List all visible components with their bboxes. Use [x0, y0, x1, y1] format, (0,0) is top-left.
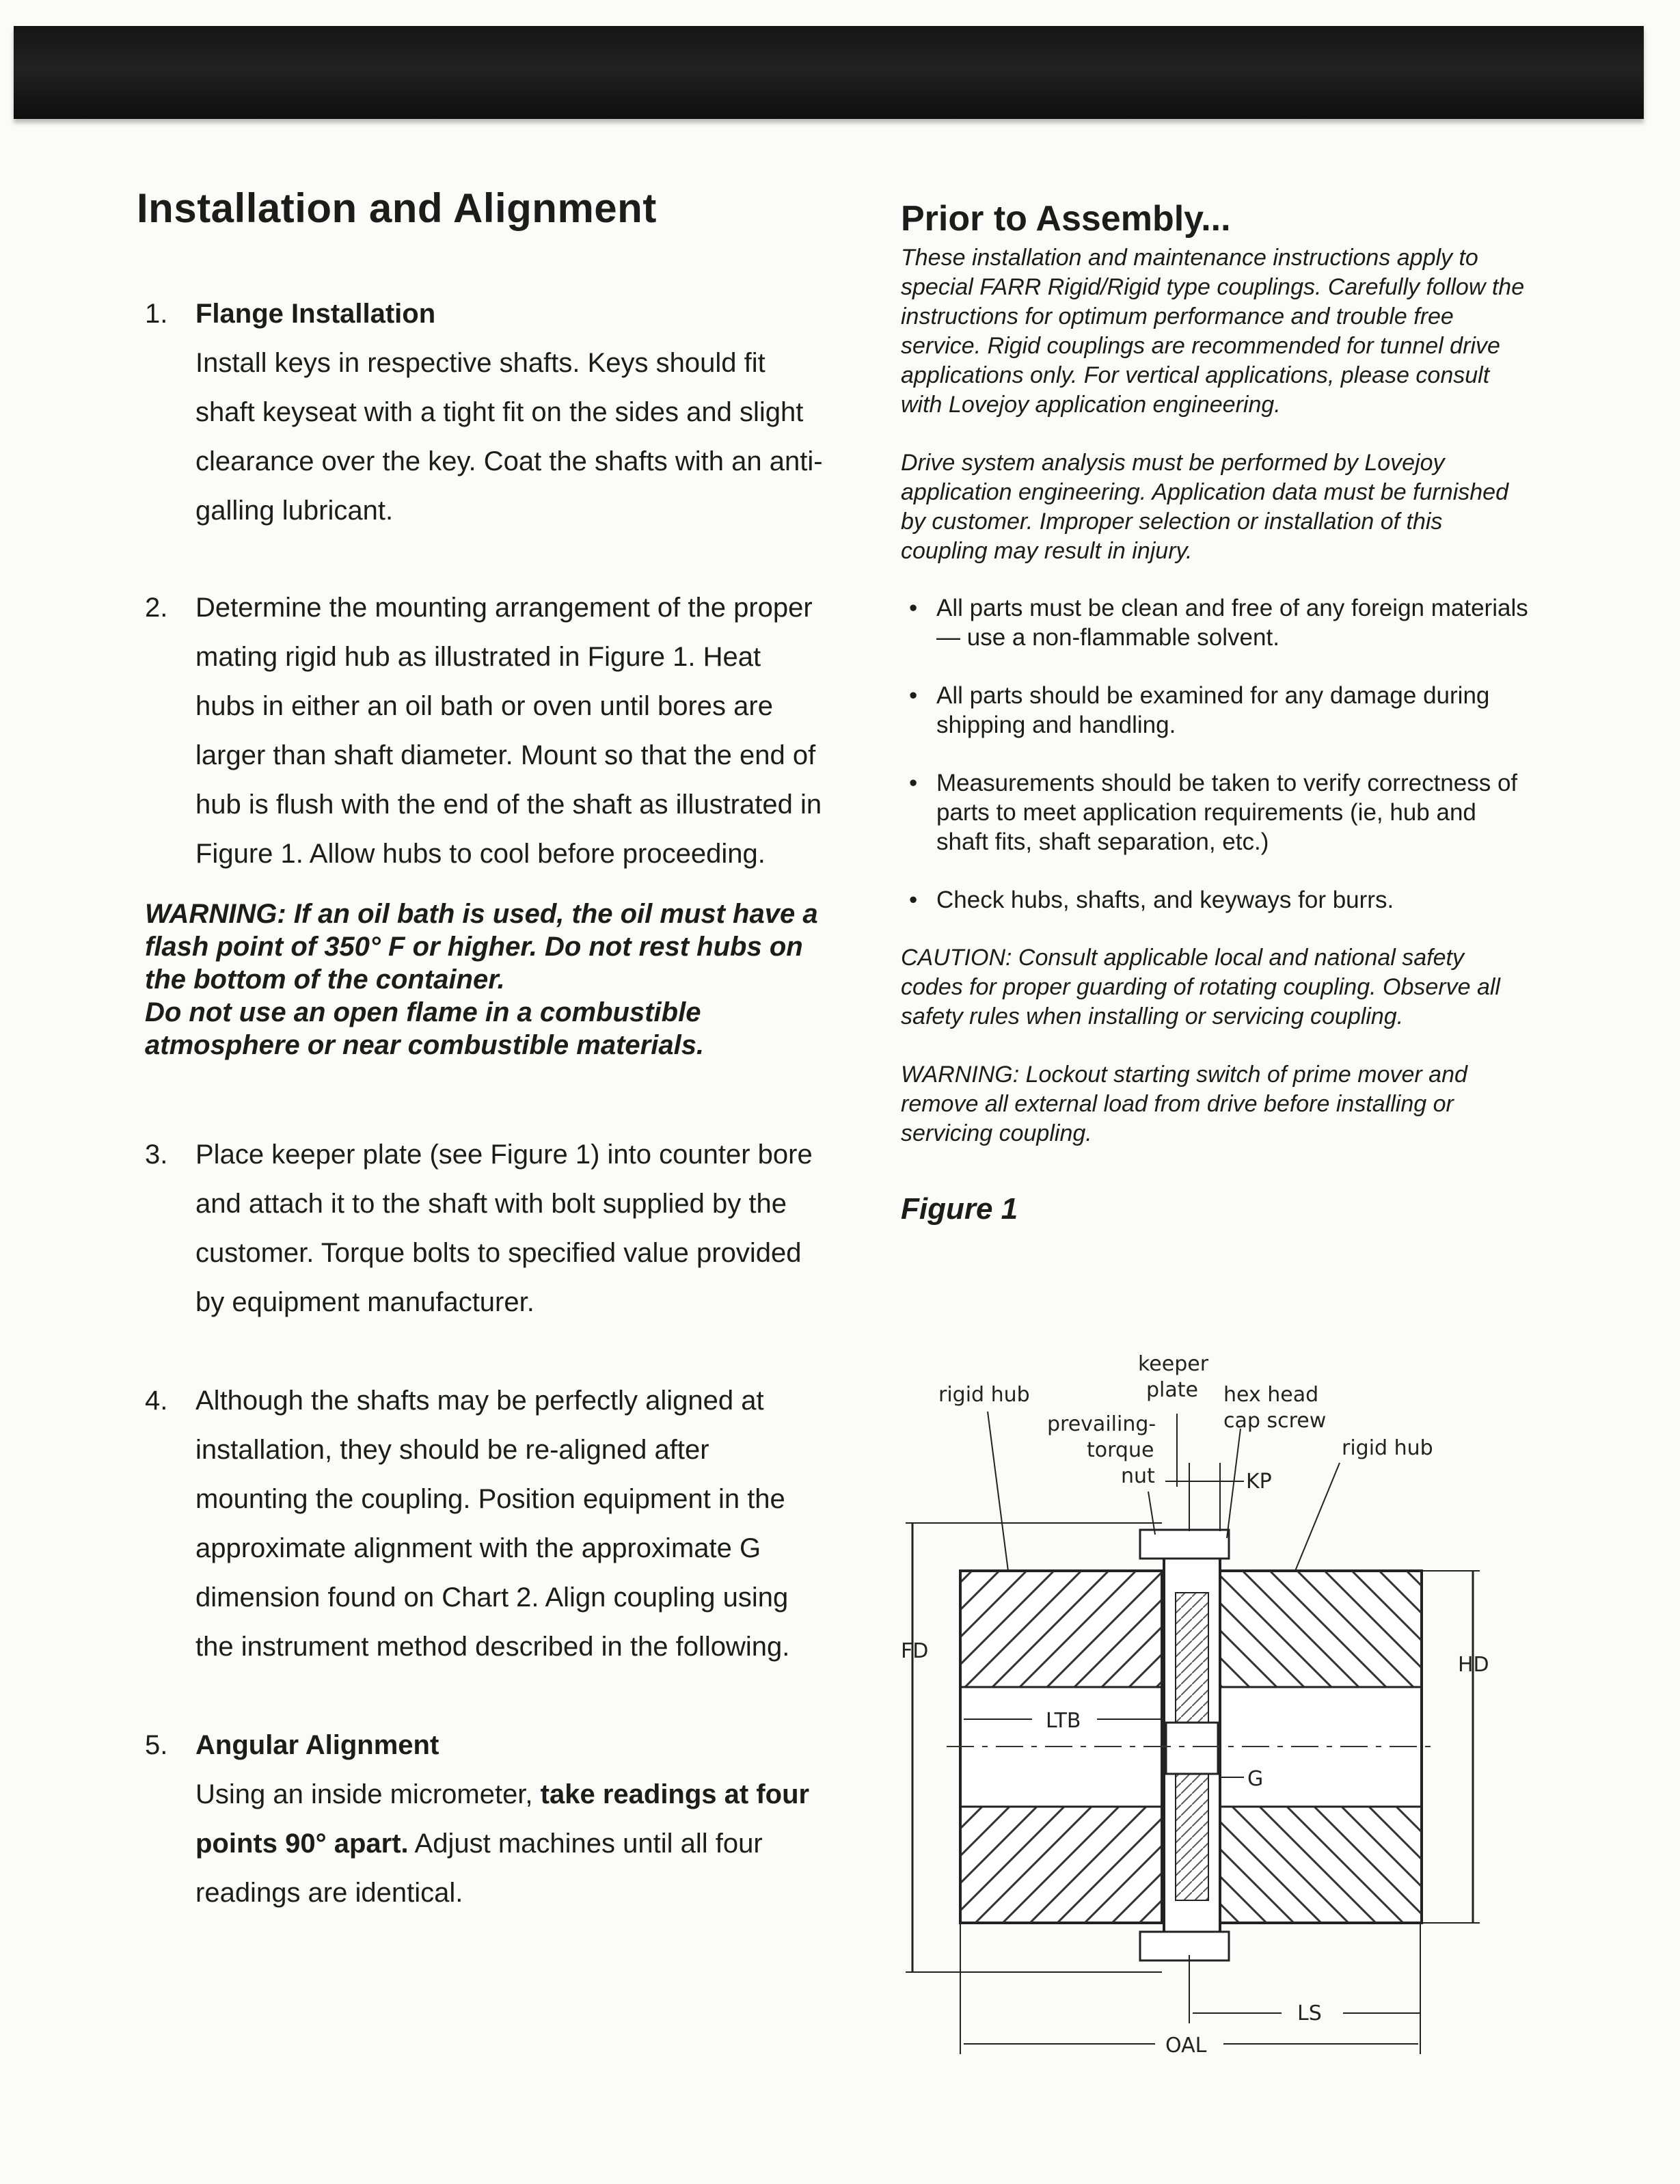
- kp-label: KP: [1246, 1470, 1272, 1494]
- body-text: Adjust machines until all four readings are identical.: [195, 1829, 763, 1908]
- steps-list-a: [137, 289, 827, 878]
- torque-label: torque: [1087, 1438, 1154, 1462]
- step-body: Place keeper plate (see Figure 1) into counter bore and attach it to the shaft with bolt supplied by the customer. Torque bolts to specified value provided by equipment manufacturer.: [195, 1140, 813, 1317]
- keeper-label: keeper: [1138, 1352, 1209, 1376]
- step-item: [137, 1130, 827, 1327]
- step-body: Although the shafts may be perfectly aligned at installation, they should be re-aligned after mounting the coupling. Position equipment in the approximate alignment with the approximate G dimension found on Chart 2. Align coupling using the instrument method described in the following.: [195, 1386, 790, 1662]
- right-column: [901, 198, 1530, 1226]
- prevailing-label: prevailing-: [1047, 1412, 1156, 1436]
- bullet-text: Check hubs, shafts, and keyways for burrs.: [936, 887, 1394, 913]
- steps-list-b: [137, 1130, 827, 1917]
- bottom-bolt: [1140, 1932, 1229, 1960]
- ls-label: LS: [1297, 2001, 1322, 2025]
- plate-label: plate: [1146, 1378, 1198, 1402]
- fd-label: FD: [901, 1639, 929, 1663]
- caution-paragraph: CAUTION: Consult applicable local and national safety codes for proper guarding of rotating coupling. Observe all safety rules when installing or servicing coupling.: [901, 945, 1500, 1029]
- list-item: [901, 593, 1530, 652]
- step-item: [137, 583, 827, 878]
- analysis-paragraph: Drive system analysis must be performed by Lovejoy application engineering. Application data must be furnished by customer. Improper selection or installation of this coupling may result in injury.: [901, 450, 1508, 564]
- step-body: Install keys in respective shafts. Keys should fit shaft keyseat with a tight fit on the sides and slight clearance over the key. Coat the shafts with an anti-galling lubricant.: [195, 348, 823, 526]
- step-item: [137, 289, 827, 535]
- right-hub-lower-section: [1220, 1807, 1422, 1923]
- rigid-hub-left-label: rigid hub: [938, 1383, 1030, 1407]
- list-item: [901, 885, 1530, 915]
- step-heading: Flange Installation: [195, 299, 436, 329]
- hd-label: HD: [1458, 1653, 1489, 1677]
- list-item: [901, 681, 1530, 740]
- bullet-icon: •: [909, 887, 918, 913]
- step-body: [195, 1770, 827, 1917]
- oil-bath-warning: [145, 898, 827, 1062]
- section-title: Prior to Assembly...: [901, 199, 1231, 239]
- step-number: 4.: [145, 1386, 168, 1416]
- left-column: [137, 185, 827, 1917]
- step-item: [137, 1721, 827, 1917]
- checklist: [901, 593, 1530, 915]
- step-body: Determine the mounting arrangement of the proper mating rigid hub as illustrated in Figure 1. Heat hubs in either an oil bath or oven until bores are larger than shaft diameter. Mount so that the end of hub is flush with the end of the shaft as illustrated in Figure 1. Allow hubs to cool before proceeding.: [195, 593, 822, 869]
- nut-leader: [1148, 1492, 1155, 1535]
- hex-head-label: hex head: [1223, 1383, 1319, 1407]
- left-hub-upper-section: [960, 1571, 1162, 1687]
- step-item: [137, 1376, 827, 1671]
- step-number: 3.: [145, 1140, 168, 1170]
- step-heading: Angular Alignment: [195, 1730, 439, 1760]
- header-bar: [14, 26, 1644, 119]
- step-number: 5.: [145, 1730, 168, 1760]
- cap-screw-label: cap screw: [1223, 1409, 1327, 1433]
- bullet-text: Measurements should be taken to verify correctness of parts to meet application requirements (ie, hub and shaft fits, shaft separation, etc.): [936, 770, 1518, 855]
- warning-line: Do not use an open flame in a combustible atmosphere or near combustible materials.: [145, 997, 705, 1060]
- warning-line: WARNING: If an oil bath is used, the oil must have a flash point of 350° F or higher. Do not rest hubs on the bottom of the container.: [145, 899, 818, 995]
- page-title: Installation and Alignment: [137, 185, 657, 231]
- figure-title: Figure 1: [901, 1192, 1018, 1226]
- left-hub-lower-section: [960, 1807, 1162, 1923]
- coupling-diagram: [892, 1340, 1507, 2064]
- bullet-text: All parts must be clean and free of any foreign materials — use a non-flammable solvent.: [936, 595, 1528, 651]
- right-hub-upper-section: [1220, 1571, 1422, 1687]
- nut-label: nut: [1121, 1464, 1155, 1488]
- rigid-hub-right-label: rigid hub: [1342, 1436, 1433, 1460]
- g-label: G: [1247, 1767, 1264, 1791]
- list-item: [901, 768, 1530, 857]
- lockout-warning: WARNING: Lockout starting switch of prime mover and remove all external load from drive before installing or servicing coupling.: [901, 1062, 1467, 1146]
- step-number: 1.: [145, 299, 168, 329]
- top-bolt: [1140, 1530, 1229, 1559]
- oal-label: OAL: [1165, 2034, 1207, 2058]
- center-key: [1166, 1723, 1218, 1774]
- bullet-icon: •: [909, 595, 918, 621]
- step-number: 2.: [145, 593, 168, 623]
- bullet-icon: •: [909, 770, 918, 796]
- rigid-hub-right-leader: [1295, 1463, 1340, 1571]
- bullet-icon: •: [909, 682, 918, 709]
- ltb-label: LTB: [1046, 1709, 1081, 1733]
- bullet-text: All parts should be examined for any damage during shipping and handling.: [936, 682, 1490, 738]
- intro-paragraph: These installation and maintenance instructions apply to special FARR Rigid/Rigid type couplings. Carefully follow the instructions for optimum performance and trouble free service. Rigid couplings are recommended for tunnel drive applications only. For vertical applications, please consult with Lovejoy application engineering.: [901, 245, 1525, 418]
- body-text: Using an inside micrometer,: [195, 1779, 541, 1809]
- body-emphasis: take readings at four points 90° apart.: [195, 1779, 810, 1859]
- cap-screw-leader: [1227, 1429, 1241, 1538]
- rigid-hub-left-leader: [988, 1412, 1008, 1571]
